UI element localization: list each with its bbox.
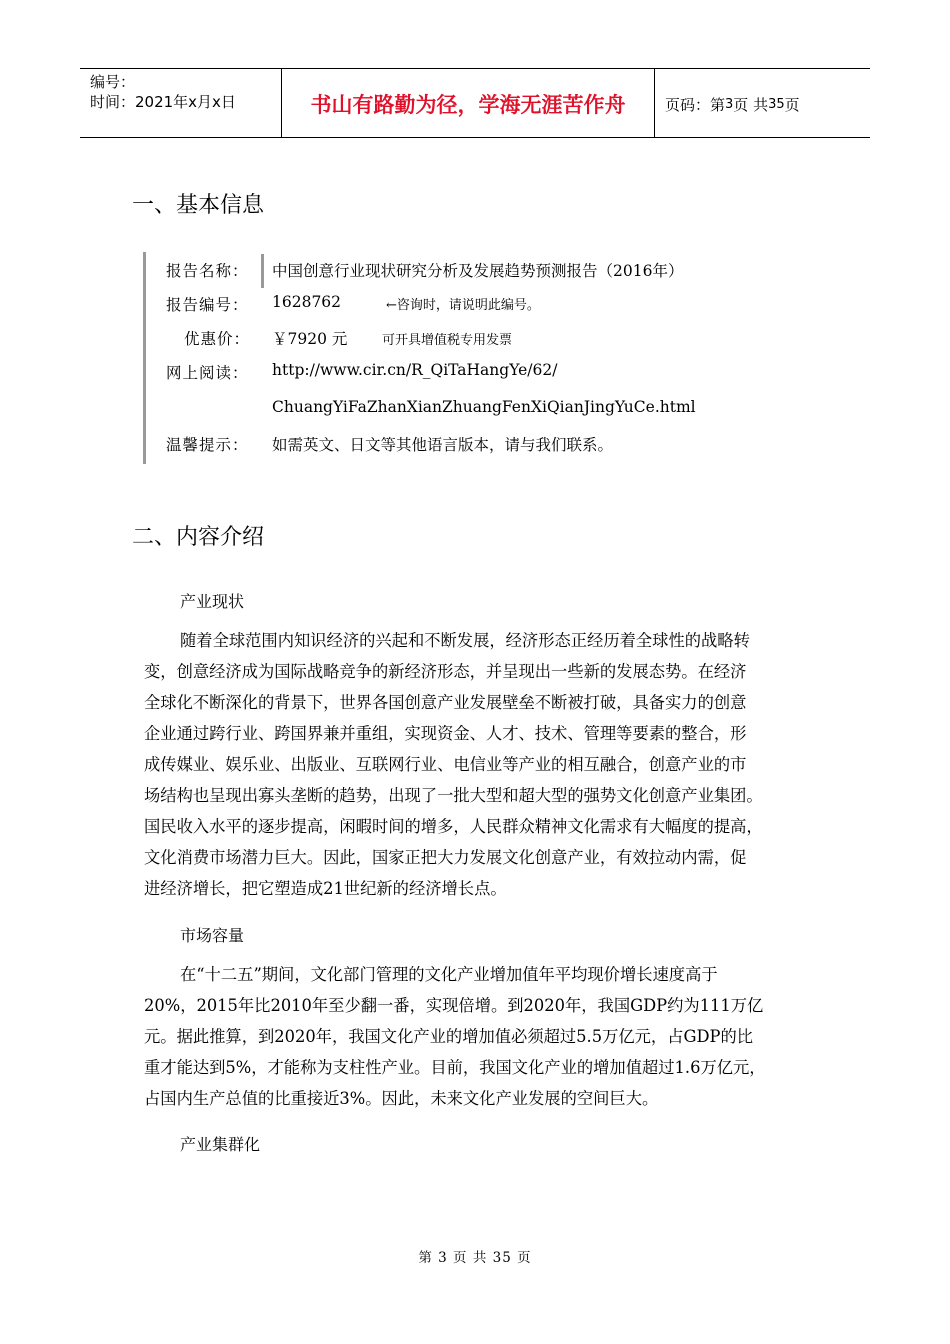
page-suffix: 页 <box>784 95 800 114</box>
subheading-industry-clustering: 产业集群化 <box>180 1135 261 1154</box>
report-name-label: 报告名称： <box>166 262 249 280</box>
para-line: 变，创意经济成为国际战略竞争的新经济形态，并呈现出一些新的发展态势。在经济 <box>144 662 747 681</box>
tip-label: 温馨提示： <box>166 436 249 454</box>
report-id-value: 1628762 <box>272 293 342 311</box>
para-line: 随着全球范围内知识经济的兴起和不断发展，经济形态正经历着全球性的战略转 <box>180 631 750 650</box>
date-label: 时间：2021年x月x日 <box>90 93 236 111</box>
page-prefix: 页码：第 <box>665 95 726 114</box>
url-line-1[interactable]: http://www.cir.cn/R_QiTaHangYe/62/ <box>272 361 558 379</box>
url-line-2[interactable]: ChuangYiFaZhanXianZhuangFenXiQianJingYuCe.html <box>272 398 696 416</box>
page-current: 3 <box>725 96 734 112</box>
value-divider <box>261 254 264 288</box>
header-motto: 书山有路勤为径，学海无涯苦作舟 <box>282 69 655 137</box>
paragraph-market-capacity <box>144 959 820 1114</box>
report-id-note: ←咨询时，请说明此编号。 <box>386 298 540 313</box>
section-title-basic-info: 一、基本信息 <box>132 193 265 218</box>
price-label: 优惠价： <box>184 330 251 348</box>
para-line: 全球化不断深化的背景下，世界各国创意产业发展壁垒不断被打破，具备实力的创意 <box>144 693 747 712</box>
para-line: 国民收入水平的逐步提高，闲暇时间的增多，人民群众精神文化需求有大幅度的提高， <box>144 817 763 836</box>
para-line: 20%，2015年比2010年至少翻一番，实现倍增。到2020年，我国GDP约为111万亿 <box>144 996 764 1015</box>
para-line: 占国内生产总值的比重接近3%。因此，未来文化产业发展的空间巨大。 <box>144 1089 659 1108</box>
para-line: 企业通过跨行业、跨国界兼并重组，实现资金、人才、技术、管理等要素的整合，形 <box>144 724 747 743</box>
url-label: 网上阅读： <box>166 364 249 382</box>
header-meta <box>80 69 282 137</box>
serial-label: 编号： <box>90 73 136 91</box>
page-footer: 第 3 页 共 35 页 <box>418 1250 532 1266</box>
subheading-market-capacity: 市场容量 <box>180 926 245 945</box>
para-line: 进经济增长，把它塑造成21世纪新的经济增长点。 <box>144 879 507 898</box>
tip-value: 如需英文、日文等其他语言版本，请与我们联系。 <box>272 436 614 454</box>
subheading-industry-status: 产业现状 <box>180 592 245 611</box>
price-value: ￥7920 元 <box>272 330 348 348</box>
section-title-content-intro: 二、内容介绍 <box>132 525 265 550</box>
price-note: 可开具增值税专用发票 <box>382 333 513 348</box>
report-name-value: 中国创意行业现状研究分析及发展趋势预测报告（2016年） <box>272 262 684 280</box>
page-mid: 页 共 <box>733 95 769 114</box>
para-line: 重才能达到5%，才能称为支柱性产业。目前，我国文化产业的增加值超过1.6万亿元， <box>144 1058 766 1077</box>
report-id-label: 报告编号： <box>166 296 249 314</box>
document-header <box>80 68 870 138</box>
para-line: 成传媒业、娱乐业、出版业、互联网行业、电信业等产业的相互融合，创意产业的市 <box>144 755 747 774</box>
paragraph-industry-status <box>144 625 820 904</box>
para-line: 元。据此推算，到2020年，我国文化产业的增加值必须超过5.5万亿元，占GDP的比 <box>144 1027 754 1046</box>
para-line: 在“十二五”期间，文化部门管理的文化产业增加值年平均现价增长速度高于 <box>180 965 718 984</box>
para-line: 文化消费市场潜力巨大。因此，国家正把大力发展文化创意产业，有效拉动内需，促 <box>144 848 747 867</box>
basic-info-box <box>143 252 746 464</box>
header-page-info <box>655 69 870 137</box>
page-total: 35 <box>768 96 785 112</box>
para-line: 场结构也呈现出寡头垄断的趋势，出现了一批大型和超大型的强势文化创意产业集团。 <box>144 786 763 805</box>
